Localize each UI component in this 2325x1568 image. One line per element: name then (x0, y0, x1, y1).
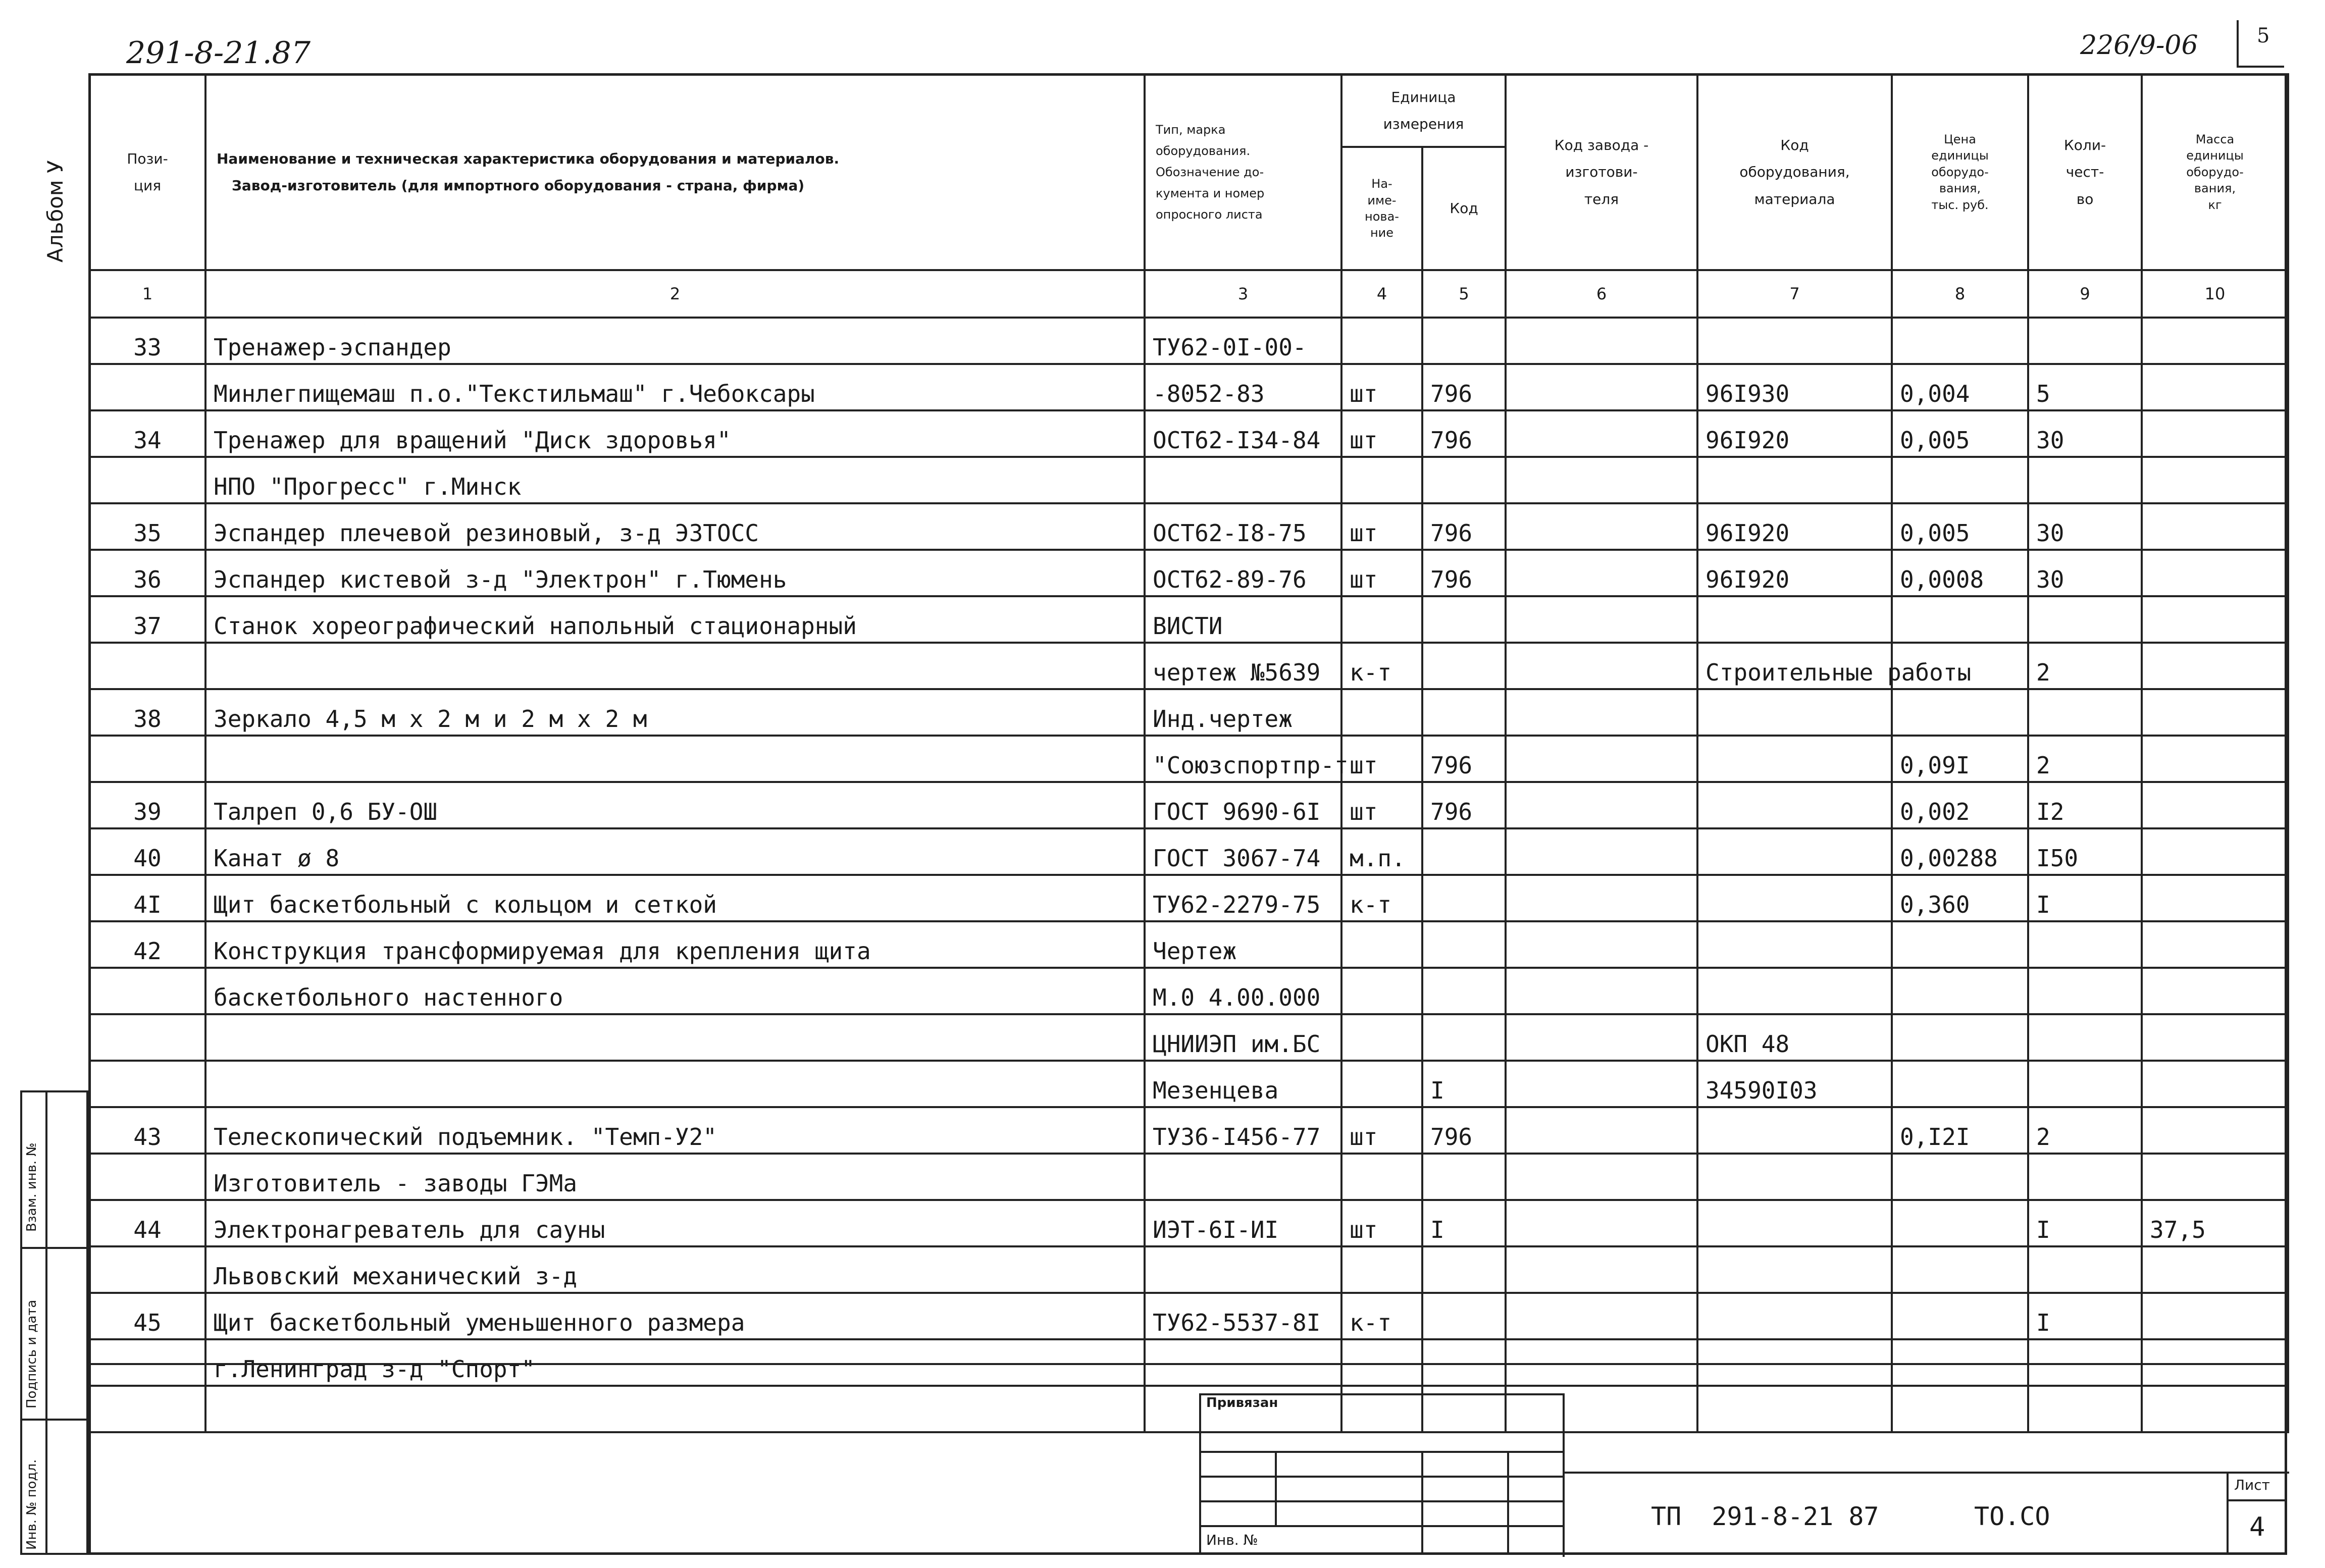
table-cell: к-т (1341, 643, 1422, 689)
table-row (89, 503, 2288, 550)
table-cell (2142, 318, 2288, 364)
table-row (89, 550, 2288, 596)
table-row (89, 1061, 2288, 1107)
table-cell: Станок хореографический напольный стационарный (205, 596, 1145, 643)
table-cell (89, 643, 205, 689)
table-cell (1506, 550, 1697, 596)
table-cell: Щит баскетбольный уменьшенного размера (205, 1293, 1145, 1339)
table-cell: 796 (1422, 410, 1506, 457)
table-row (89, 1107, 2288, 1154)
table-cell (1145, 1154, 1341, 1200)
table-cell (1422, 596, 1506, 643)
table-cell: шт (1341, 364, 1422, 410)
table-cell (1506, 1154, 1697, 1200)
table-cell (2142, 1246, 2288, 1293)
table-cell: 42 (89, 921, 205, 968)
table-cell: I (2028, 875, 2142, 921)
table-cell: 30 (2028, 410, 2142, 457)
table-cell (1422, 921, 1506, 968)
table-cell: ОСТ62-I8-75 (1145, 503, 1341, 550)
table-cell: 796 (1422, 736, 1506, 782)
table-cell: Чертеж (1145, 921, 1341, 968)
side-stamp-h1 (20, 1247, 88, 1249)
table-cell: ОСТ62-89-76 (1145, 550, 1341, 596)
table-cell (1341, 921, 1422, 968)
table-cell (1422, 1293, 1506, 1339)
table-cell: 43 (89, 1107, 205, 1154)
table-cell: Львовский механический з-д (205, 1246, 1145, 1293)
table-cell: 33 (89, 318, 205, 364)
table-cell (1697, 875, 1892, 921)
table-cell: 38 (89, 689, 205, 736)
header-unit-code: Код (1422, 147, 1506, 270)
table-cell (1892, 318, 2028, 364)
table-cell (2142, 410, 2288, 457)
table-row (89, 968, 2288, 1014)
table-cell (2142, 1061, 2288, 1107)
table-cell (1506, 596, 1697, 643)
table-cell (2028, 596, 2142, 643)
table-cell (1892, 1061, 2028, 1107)
table-cell (1892, 1293, 2028, 1339)
table-cell: шт (1341, 736, 1422, 782)
table-cell (89, 968, 205, 1014)
table-cell (1341, 1154, 1422, 1200)
table-cell: 2 (2028, 736, 2142, 782)
table-cell: Щит баскетбольный с кольцом и сеткой (205, 875, 1145, 921)
header-unit-name: На- име- нова- ние (1341, 147, 1422, 270)
table-row (89, 1246, 2288, 1293)
header-name: Наименование и техническая характеристика оборудования и материалов. Завод-изготовитель (для импортного оборудования - страна, фирма) (205, 74, 1145, 270)
table-cell (1506, 1014, 1697, 1061)
table-cell (1506, 1061, 1697, 1107)
table-cell: ТУ36-I456-77 (1145, 1107, 1341, 1154)
col-num: 5 (1422, 270, 1506, 318)
header-position: Пози- ция (89, 74, 205, 270)
table-cell (2028, 1014, 2142, 1061)
table-cell (2142, 550, 2288, 596)
table-row (89, 1293, 2288, 1339)
table-cell (1506, 875, 1697, 921)
table-cell (1341, 1061, 1422, 1107)
table-cell (2028, 921, 2142, 968)
table-cell: 2 (2028, 643, 2142, 689)
table-cell: I50 (2028, 828, 2142, 875)
table-cell: 37,5 (2142, 1200, 2288, 1246)
table-cell (1892, 968, 2028, 1014)
table-cell (89, 1154, 205, 1200)
table-cell (2142, 968, 2288, 1014)
table-cell (1697, 782, 1892, 828)
table-cell (1506, 318, 1697, 364)
table-cell (1892, 1154, 2028, 1200)
table-cell: шт (1341, 782, 1422, 828)
table-cell (1892, 1246, 2028, 1293)
table-cell (1341, 1246, 1422, 1293)
specification-table (88, 73, 2289, 1433)
album-label: Альбом У (43, 160, 68, 263)
table-cell (2028, 1154, 2142, 1200)
table-cell (1892, 1200, 2028, 1246)
doc-code: ТП 291-8-21 87 (1651, 1502, 1879, 1531)
table-cell: Инд.чертеж (1145, 689, 1341, 736)
table-cell (2142, 457, 2288, 503)
side-stamp-divider (45, 1090, 47, 1555)
table-cell (1422, 643, 1506, 689)
table-cell: I2 (2028, 782, 2142, 828)
table-cell: баскетбольного настенного (205, 968, 1145, 1014)
table-cell: Электронагреватель для сауны (205, 1200, 1145, 1246)
table-cell (205, 1061, 1145, 1107)
table-cell (2142, 1154, 2288, 1200)
table-cell: Тренажер-эспандер (205, 318, 1145, 364)
table-cell: 40 (89, 828, 205, 875)
table-cell (2028, 689, 2142, 736)
table-cell (1697, 1200, 1892, 1246)
table-cell (1697, 689, 1892, 736)
table-cell (2028, 968, 2142, 1014)
sheet-label: Лист (2234, 1477, 2270, 1493)
table-cell: 796 (1422, 1107, 1506, 1154)
table-cell: к-т (1341, 875, 1422, 921)
table-cell: 0,09I (1892, 736, 2028, 782)
table-cell (1697, 1293, 1892, 1339)
table-cell: 30 (2028, 550, 2142, 596)
table-cell: 96I920 (1697, 503, 1892, 550)
table-cell: м.п. (1341, 828, 1422, 875)
table-cell (1506, 643, 1697, 689)
table-cell: 0,004 (1892, 364, 2028, 410)
table-row (89, 782, 2288, 828)
table-cell: г.Ленинград з-д "Спорт" (205, 1339, 1145, 1386)
table-cell (1506, 503, 1697, 550)
table-cell: Конструкция трансформируемая для крепления щита (205, 921, 1145, 968)
col-num: 6 (1506, 270, 1697, 318)
table-cell: 45 (89, 1293, 205, 1339)
table-cell (1506, 689, 1697, 736)
col-num: 7 (1697, 270, 1892, 318)
table-cell: 796 (1422, 503, 1506, 550)
table-cell: Строительные работы (1697, 643, 1892, 689)
table-cell: 796 (1422, 364, 1506, 410)
table-cell: 0,I2I (1892, 1107, 2028, 1154)
table-cell (1506, 968, 1697, 1014)
table-cell: 37 (89, 596, 205, 643)
table-row (89, 364, 2288, 410)
table-cell: 0,0008 (1892, 550, 2028, 596)
table-cell (89, 457, 205, 503)
table-cell (89, 1014, 205, 1061)
table-row (89, 875, 2288, 921)
table-cell (1145, 457, 1341, 503)
table-cell: шт (1341, 410, 1422, 457)
table-cell: Минлегпищемаш п.о."Текстильмаш" г.Чебоксары (205, 364, 1145, 410)
table-cell: I (2028, 1293, 2142, 1339)
table-row (89, 736, 2288, 782)
col-num: 10 (2142, 270, 2288, 318)
table-cell: 39 (89, 782, 205, 828)
doc-section: ТО.СО (1974, 1502, 2050, 1531)
table-cell: шт (1341, 1200, 1422, 1246)
table-row (89, 1200, 2288, 1246)
table-cell (1697, 318, 1892, 364)
table-cell: чертеж №5639 (1145, 643, 1341, 689)
table-cell (1145, 1246, 1341, 1293)
table-cell: 44 (89, 1200, 205, 1246)
col-num: 4 (1341, 270, 1422, 318)
table-cell: Телескопический подъемник. "Темп-У2" (205, 1107, 1145, 1154)
header-unit: Единица измерения (1341, 74, 1506, 147)
table-cell: ТУ62-0I-00- (1145, 318, 1341, 364)
table-cell: 35 (89, 503, 205, 550)
table-cell (2028, 1061, 2142, 1107)
table-row (89, 921, 2288, 968)
table-cell (1506, 782, 1697, 828)
table-cell (1892, 689, 2028, 736)
inv-label: Инв. № (1200, 1526, 1422, 1553)
column-number-row (89, 270, 2288, 318)
table-cell (2142, 1107, 2288, 1154)
table-cell (89, 736, 205, 782)
table-cell: ТУ62-2279-75 (1145, 875, 1341, 921)
table-cell: 4I (89, 875, 205, 921)
table-cell: 0,005 (1892, 503, 2028, 550)
table-cell: 0,002 (1892, 782, 2028, 828)
table-cell (1697, 1154, 1892, 1200)
table-cell (1422, 828, 1506, 875)
side-inv-orig: Инв. № подл. (24, 1459, 39, 1550)
table-cell (1892, 921, 2028, 968)
table-cell: ЦНИИЭП им.БС (1145, 1014, 1341, 1061)
table-cell (1697, 828, 1892, 875)
table-cell (2142, 503, 2288, 550)
bound-stamp (1199, 1393, 1565, 1554)
top-left-note: 291-8-21.87 (126, 35, 311, 71)
table-cell: Талреп 0,6 БУ-ОШ (205, 782, 1145, 828)
table-cell (1697, 736, 1892, 782)
table-row (89, 828, 2288, 875)
table-cell: 796 (1422, 550, 1506, 596)
table-cell: Эспандер кистевой з-д "Электрон" г.Тюмень (205, 550, 1145, 596)
col-num: 8 (1892, 270, 2028, 318)
table-cell: ОСТ62-I34-84 (1145, 410, 1341, 457)
table-cell: М.0 4.00.000 (1145, 968, 1341, 1014)
table-cell (89, 364, 205, 410)
table-cell: I (1422, 1200, 1506, 1246)
table-cell: Мезенцева (1145, 1061, 1341, 1107)
table-row (89, 689, 2288, 736)
table-cell (2028, 1246, 2142, 1293)
table-cell: шт (1341, 1107, 1422, 1154)
table-cell (1422, 1154, 1506, 1200)
table-cell: шт (1341, 503, 1422, 550)
table-cell (1422, 875, 1506, 921)
table-cell (1422, 689, 1506, 736)
header-price: Цена единицы оборудо- вания, тыс. руб. (1892, 74, 2028, 270)
table-cell: Эспандер плечевой резиновый, з-д ЭЗТОСС (205, 503, 1145, 550)
table-row (89, 643, 2288, 689)
table-cell: ГОСТ 3067-74 (1145, 828, 1341, 875)
table-cell (1341, 1014, 1422, 1061)
table-cell: Канат ø 8 (205, 828, 1145, 875)
table-cell (1506, 921, 1697, 968)
table-cell: ТУ62-5537-8I (1145, 1293, 1341, 1339)
table-cell (2028, 318, 2142, 364)
table-cell (89, 1061, 205, 1107)
table-cell: Изготовитель - заводы ГЭМа (205, 1154, 1145, 1200)
table-cell (2142, 1014, 2288, 1061)
table-cell: 34 (89, 410, 205, 457)
table-cell (1341, 457, 1422, 503)
corner-number: 5 (2257, 24, 2270, 47)
table-row (89, 596, 2288, 643)
table-cell (1697, 596, 1892, 643)
table-cell (1892, 457, 2028, 503)
table-cell: 0,360 (1892, 875, 2028, 921)
header-mass: Масса единицы оборудо- вания, кг (2142, 74, 2288, 270)
table-cell (2142, 736, 2288, 782)
table-cell: Тренажер для вращений "Диск здоровья" (205, 410, 1145, 457)
header-type: Тип, марка оборудования. Обозначение до- кумента и номер опросного листа (1145, 74, 1341, 270)
table-cell (205, 736, 1145, 782)
table-cell: 5 (2028, 364, 2142, 410)
table-cell (1506, 1246, 1697, 1293)
table-cell: шт (1341, 550, 1422, 596)
table-cell: I (2028, 1200, 2142, 1246)
header-maker-code: Код завода - изготови- теля (1506, 74, 1697, 270)
table-cell: НПО "Прогресс" г.Минск (205, 457, 1145, 503)
side-vzam: Взам. инв. № (24, 1142, 39, 1232)
table-row (89, 410, 2288, 457)
table-cell (2142, 782, 2288, 828)
table-cell: 2 (2028, 1107, 2142, 1154)
table-cell: ГОСТ 9690-6I (1145, 782, 1341, 828)
table-cell: -8052-83 (1145, 364, 1341, 410)
table-cell (1506, 736, 1697, 782)
table-cell (2142, 643, 2288, 689)
table-cell (205, 1014, 1145, 1061)
sheet-label-line (2227, 1499, 2287, 1501)
table-cell: Зеркало 4,5 м х 2 м и 2 м х 2 м (205, 689, 1145, 736)
table-cell (1341, 968, 1422, 1014)
header-equipment-code: Код оборудования, материала (1697, 74, 1892, 270)
table-cell (1422, 1014, 1506, 1061)
table-cell (1697, 457, 1892, 503)
table-cell (1422, 457, 1506, 503)
table-cell: ИЭТ-6I-ИI (1145, 1200, 1341, 1246)
table-cell: 36 (89, 550, 205, 596)
table-cell (1422, 968, 1506, 1014)
col-num: 9 (2028, 270, 2142, 318)
table-cell (2142, 921, 2288, 968)
table-cell: 0,00288 (1892, 828, 2028, 875)
table-cell: ВИСТИ (1145, 596, 1341, 643)
table-cell (1506, 1293, 1697, 1339)
table-cell: "Союзспортпр-т (1145, 736, 1341, 782)
table-cell (1506, 1107, 1697, 1154)
sheet-number: 4 (2249, 1512, 2265, 1542)
table-cell (1341, 689, 1422, 736)
table-cell (1506, 828, 1697, 875)
table-cell (2142, 689, 2288, 736)
table-cell (1506, 364, 1697, 410)
table-cell (2142, 364, 2288, 410)
table-cell: 34590I03 (1697, 1061, 1892, 1107)
table-cell (2142, 875, 2288, 921)
table-cell: 96I920 (1697, 550, 1892, 596)
table-cell (1697, 921, 1892, 968)
table-cell (1506, 1200, 1697, 1246)
table-cell (2028, 457, 2142, 503)
col-num: 1 (89, 270, 205, 318)
table-cell: 796 (1422, 782, 1506, 828)
table-cell (1506, 457, 1697, 503)
table-row (89, 1014, 2288, 1061)
table-cell: I (1422, 1061, 1506, 1107)
table-cell (1892, 596, 2028, 643)
bound-label: Привязан (1200, 1394, 1564, 1452)
side-stamp-h2 (20, 1419, 88, 1421)
table-cell (1422, 1246, 1506, 1293)
table-cell (1341, 596, 1422, 643)
table-cell (2142, 1293, 2288, 1339)
table-cell (1697, 1107, 1892, 1154)
table-cell (1506, 410, 1697, 457)
table-cell (2142, 596, 2288, 643)
side-sign-date: Подпись и дата (24, 1299, 39, 1408)
table-cell (1697, 1246, 1892, 1293)
table-row (89, 1154, 2288, 1200)
table-cell (1697, 968, 1892, 1014)
table-cell: 30 (2028, 503, 2142, 550)
header-quantity: Коли- чест- во (2028, 74, 2142, 270)
table-cell: ОКП 48 (1697, 1014, 1892, 1061)
table-cell (1422, 318, 1506, 364)
table-row (89, 457, 2288, 503)
table-cell (1341, 318, 1422, 364)
table-cell: 96I930 (1697, 364, 1892, 410)
table-cell: 0,005 (1892, 410, 2028, 457)
table-cell (89, 1246, 205, 1293)
col-num: 2 (205, 270, 1145, 318)
table-row (89, 318, 2288, 364)
table-cell (1892, 1014, 2028, 1061)
table-cell: 96I920 (1697, 410, 1892, 457)
top-right-note: 226/9-06 (2080, 30, 2198, 61)
col-num: 3 (1145, 270, 1341, 318)
table-cell: к-т (1341, 1293, 1422, 1339)
table-cell (2142, 828, 2288, 875)
table-cell (205, 643, 1145, 689)
